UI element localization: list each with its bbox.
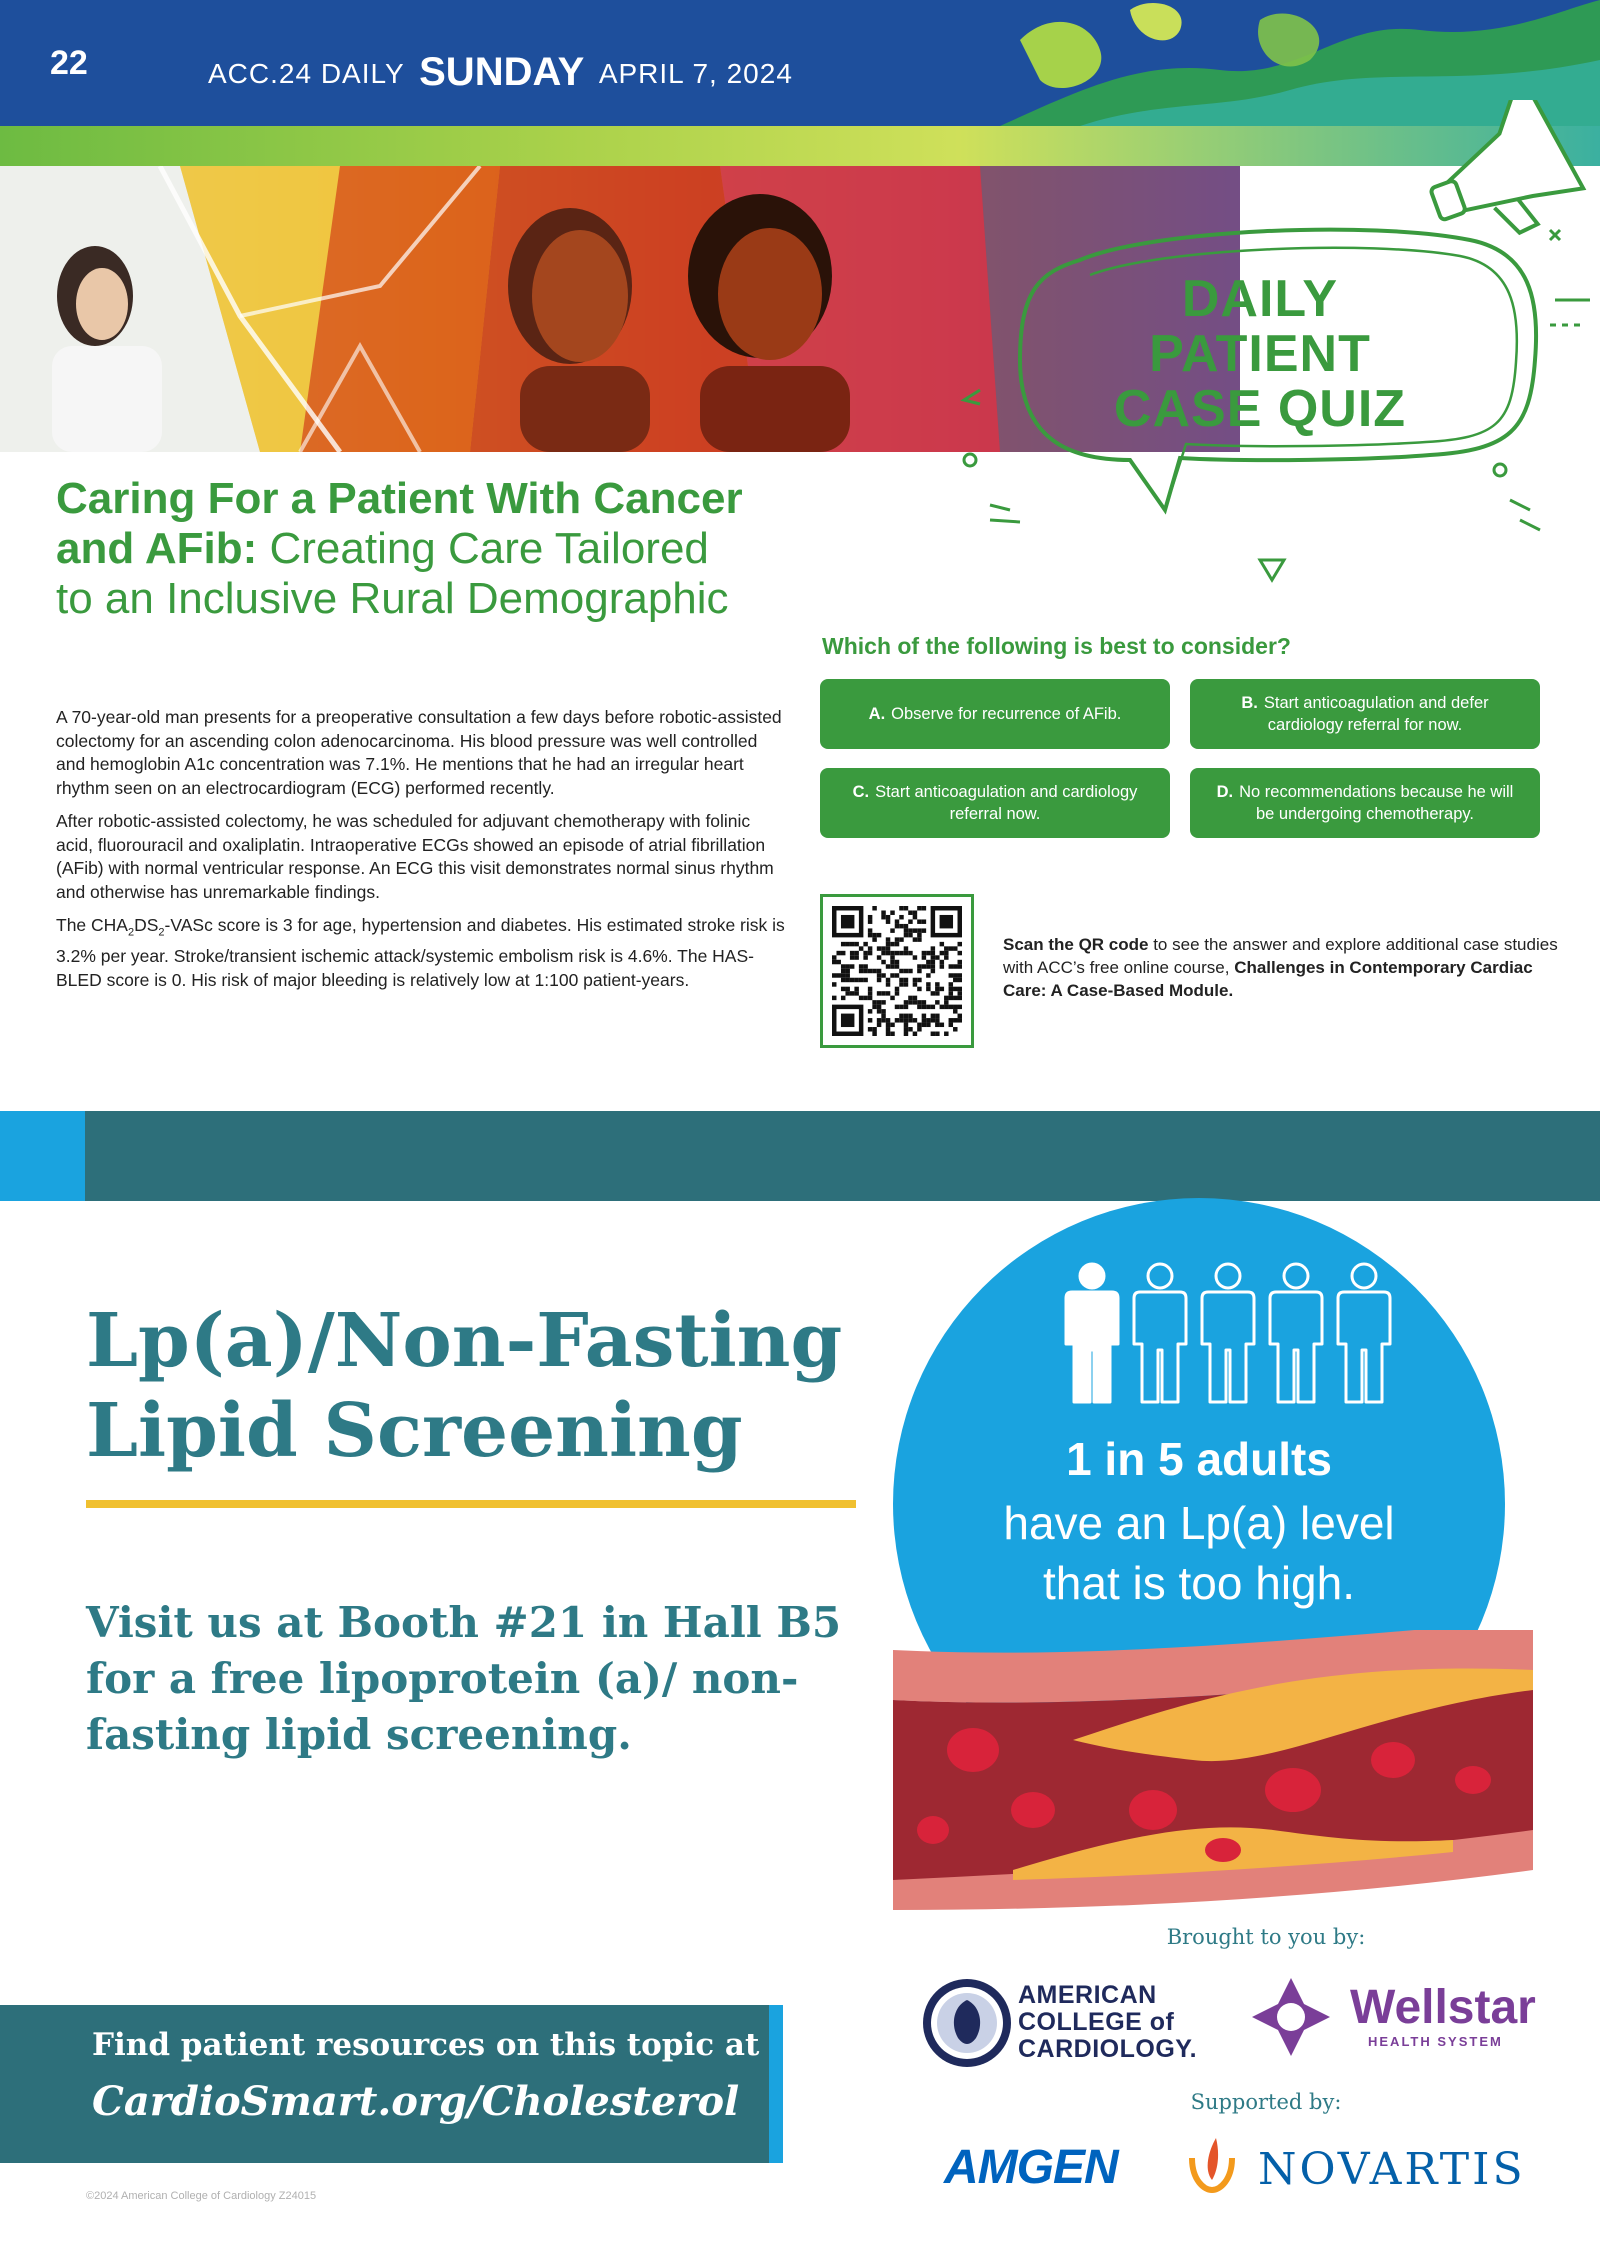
scan-text: to see the answer and explore additional case studies with ACC’s free online course, xyxy=(1003,935,1558,977)
option-text: No recommendations because he will be undergoing chemotherapy. xyxy=(1239,783,1514,823)
amgen-logo: AMGEN xyxy=(944,2141,1118,2194)
option-letter: A. xyxy=(868,705,886,723)
quiz-option-c[interactable] xyxy=(820,768,1170,838)
publication-day: SUNDAY xyxy=(419,50,585,94)
quiz-option-b[interactable] xyxy=(1190,679,1540,749)
stat-headline: 1 in 5 adults xyxy=(1066,1433,1332,1485)
quiz-badge-line3: CASE QUIZ xyxy=(1113,380,1407,438)
cta-text: Find patient resources on this topic at xyxy=(92,2027,760,2063)
acc-line1: AMERICAN xyxy=(1018,1981,1157,2009)
gold-rule xyxy=(86,1500,856,1508)
article-body xyxy=(56,706,786,1002)
course-link[interactable]: Challenges in Contemporary Cardiac Care: A Case-Based Module. xyxy=(1003,958,1533,1000)
quiz-question: Which of the following is best to consider? xyxy=(822,633,1291,659)
wellstar-name: Wellstar xyxy=(1350,1981,1536,2034)
novartis-logo: NOVARTIS xyxy=(1258,2144,1526,2195)
ad-title xyxy=(86,1296,886,1476)
option-text: Start anticoagulation and cardiology referral now. xyxy=(875,783,1138,823)
artery-illustration xyxy=(893,1630,1533,1910)
article-title-bold: Caring For a Patient With Cancer and AFib: xyxy=(56,474,743,573)
quiz-badge-line2: PATIENT xyxy=(1149,325,1371,383)
wellstar-sub: HEALTH SYSTEM xyxy=(1368,2034,1503,2049)
copyright: ©2024 American College of Cardiology Z24015 xyxy=(86,2190,317,2202)
ad-title-line2: Lipid Screening xyxy=(86,1388,743,1474)
stat-line-1: have an Lp(a) level xyxy=(1003,1497,1395,1549)
option-letter: D. xyxy=(1216,783,1234,801)
scan-instructions xyxy=(1003,933,1563,1002)
score-middle: DS xyxy=(134,915,159,935)
option-text: Start anticoagulation and defer cardiology referral for now. xyxy=(1263,694,1489,734)
stat-line-2: that is too high. xyxy=(1043,1557,1355,1609)
supported-by-label: Supported by: xyxy=(1190,2090,1342,2114)
publication-date: APRIL 7, 2024 xyxy=(598,58,793,89)
option-letter: C. xyxy=(852,783,870,801)
quiz-badge-line1: DAILY xyxy=(1181,270,1339,328)
score-prefix: The CHA xyxy=(56,915,128,935)
novartis-flame-icon xyxy=(1186,2130,1238,2194)
acc-seal-icon xyxy=(920,1976,1014,2070)
quiz-option-d[interactable] xyxy=(1190,768,1540,838)
publication-name: ACC.24 DAILY xyxy=(208,58,405,89)
person-filled-icon xyxy=(1066,1264,1118,1402)
page-number: 22 xyxy=(50,44,88,82)
acc-line2: COLLEGE of xyxy=(1018,2008,1175,2036)
article-paragraph-1: A 70-year-old man presents for a preoperative consultation a few days before robotic-assisted colectomy for an ascending colon adenocarcinoma. His blood pressure was well controlled and hemoglobin A1c concentration was 7.1%. He mentions that he had an irregular heart rhythm seen on an electrocardiogram (ECG) performed recently. xyxy=(56,707,782,798)
article-paragraph-2: After robotic-assisted colectomy, he was scheduled for adjuvant chemotherapy with folinic acid, fluorouracil and oxaliplatin. Intraoperative ECGs showed an episode of atrial fibrillation (AFib) with normal ventricular response. An ECG this visit demonstrates normal sinus rhythm and otherwise has unremarkable findings. xyxy=(56,811,774,902)
quiz-badge-title xyxy=(1050,272,1470,437)
article-title xyxy=(56,474,756,624)
publication-line xyxy=(208,48,793,93)
person-outline-icon xyxy=(1134,1264,1186,1402)
person-outline-icon xyxy=(1202,1264,1254,1402)
cta-link[interactable]: CardioSmart.org/Cholesterol xyxy=(92,2078,740,2125)
article-paragraph-3 xyxy=(56,914,786,992)
qr-code[interactable] xyxy=(820,894,974,1048)
scan-bold: Scan the QR code xyxy=(1003,935,1149,954)
divider-accent xyxy=(0,1111,85,1201)
ad-subtitle: Visit us at Booth #21 in Hall B5 for a free lipoprotein (a)/ non-fasting lipid screening. xyxy=(86,1598,842,1759)
brought-by-label: Brought to you by: xyxy=(1166,1925,1366,1949)
acc-logo-text xyxy=(1018,1982,1197,2063)
cta-accent xyxy=(769,2005,783,2163)
article-title-light: Creating Care Tailored to an Inclusive Rural Demographic xyxy=(56,524,729,623)
person-outline-icon xyxy=(1338,1264,1390,1402)
option-letter: B. xyxy=(1241,694,1258,712)
option-text: Observe for recurrence of AFib. xyxy=(891,705,1122,723)
score-subscript-1: 2 xyxy=(127,926,135,939)
quiz-option-a[interactable] xyxy=(820,679,1170,749)
score-subscript-2: 2 xyxy=(158,926,165,939)
person-outline-icon xyxy=(1270,1264,1322,1402)
qr-code-icon xyxy=(832,906,962,1036)
acc-line3: CARDIOLOGY. xyxy=(1018,2035,1198,2063)
wellstar-star-icon xyxy=(1248,1974,1334,2060)
people-icon-row xyxy=(1058,1262,1398,1412)
score-suffix: -VASc score is 3 for age, hypertension and diabetes. His estimated stroke risk is 3.2% per year. Stroke/transient ischemic attack/systemic embolism risk is 4.6%. The HAS-BLED score is 0. His risk of major bleeding is relatively low at 1:100 patient-years. xyxy=(56,915,785,990)
section-divider xyxy=(0,1111,1600,1201)
ad-title-line1: Lp(a)/Non-Fasting xyxy=(86,1298,843,1384)
